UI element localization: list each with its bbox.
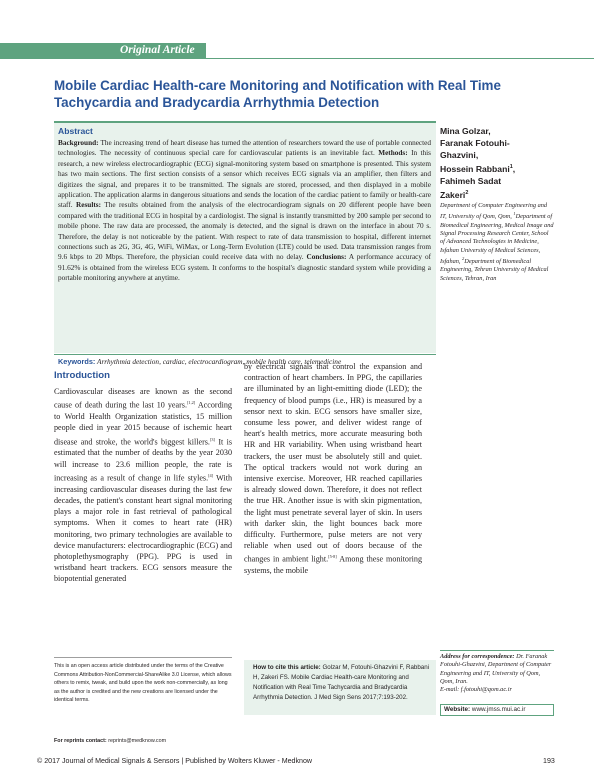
author-4: Fahimeh Sadat — [440, 175, 502, 186]
website-box — [440, 704, 554, 716]
keywords-label: Keywords: — [58, 357, 96, 366]
author-list — [440, 125, 552, 201]
page-number: 193 — [543, 757, 555, 765]
correspondence-email[interactable]: E-mail: f.fotouhi@qom.ac.ir — [440, 686, 512, 694]
author-3: Hossein Rabbani$^1$, — [440, 163, 516, 174]
reference-link[interactable]: [3] — [209, 436, 215, 442]
author-2: Faranak Fotouhi- — [440, 138, 510, 148]
license-text: This is an open access article distributed under the terms of the Creative Commons Attribution-NonCommercial-ShareAlike 3.0 License, which allows others to remix, tweak, and build upon the work non-commercially, as long as the author is credited and the new creations are licensed under the identical terms. — [54, 663, 232, 704]
intro-column-2: by electrical signals that control the expansion and contraction of heart chambers. In PPG, the capillaries are illuminated by an light-emitting diode (LED); the frequency of blood pumps (i.e., HR) is measured by a sensor next to skin. ECG sensors have smaller size, consume less power, and deliver widest range of heart's health metrics, more accurate measuring both HR and HR variability. When using wristband heart trackers, the user must be absolutely still and quiet. The optical trackers would not work during an intensive exercise. Moreover, HR reached capillaries is already slowed down. Therefore, it does not reflect the true HR. Another issue is with skin pigmentation, the light must penetrate several layer of skin. In users with darker skin, the light bounces back more difficulty. Furthermore, pulse meters are not very reliable when used out of doors because of the changes in ambient light.[5-8] Among these monitoring systems, the mobile — [244, 362, 422, 576]
citation-text: How to cite this article: Golzar M, Fotouhi-Ghazvini F, Rabbani H, Zakeri FS. Mobile Cardiac Health-care Monitoring and Notification with Real Time Tachycardia and Bradycardia Arrhythmia Detection. J Med Sign Sens 2017;7:193-202. — [253, 664, 430, 701]
reprints-contact — [54, 738, 166, 744]
website-link[interactable]: www.jmss.mui.ac.ir — [470, 706, 526, 713]
section-label: Original Article — [120, 44, 195, 56]
keywords-text: Arrhythmia detection, cardiac, electrocardiogram, mobile health care, telemedicine — [95, 357, 342, 366]
correspondence-box — [440, 650, 554, 694]
author-1: Mina Golzar, — [440, 126, 491, 136]
author-4-cont: Zakeri$^2$ — [440, 189, 469, 200]
affiliations: Department of Computer Engineering and IT, University of Qom, Qom, $^1$Department of Biomedical Engineering, Medical Image and Signal Processing Research Center, School of Advanced Technologies in Medicine, Isfahan University of Medical Sciences, Isfahan, $^2$Department of Biomedical Engineering, Tehran University of Medical Sciences, Tehran, Iran — [440, 202, 554, 282]
reprints-email[interactable]: reprints@medknow.com — [106, 738, 167, 744]
author-2-cont: Ghazvini, — [440, 150, 479, 160]
reference-link[interactable]: [1,2] — [186, 400, 196, 406]
background-text: The increasing trend of heart disease has turned the attention of researchers toward the use of portable connected technologies. The necessity of continuous special care for cardiovascular patients is an inevitable fact. — [58, 139, 431, 158]
reference-link[interactable]: [4] — [208, 472, 214, 478]
conclusions-label: Conclusions: — [306, 253, 347, 262]
abstract-heading: Abstract — [58, 126, 93, 136]
reprints-label: For reprints contact: — [54, 738, 107, 744]
methods-text: In this research, a new wireless electrocardiographic (ECG) signal-monitoring system based on smartphone is presented. This system has two main sections. The first section consists of a sensor which receives ECG signals via an amplifier, then filters and digitizes the signal, and prepares it to be transmitted. The signals are stored, processed, and then displayed in a mobile application. The application alarms in dangerous situations and sends the location of the cardiac patient to family or health-care staff. — [58, 149, 431, 210]
results-label: Results: — [76, 201, 101, 210]
background-label: Background: — [58, 139, 99, 147]
abstract-text — [58, 138, 431, 284]
section-rule — [206, 58, 594, 59]
website-label: Website: — [444, 706, 471, 713]
intro-column-1: Cardiovascular diseases are known as the second cause of death during the last 10 years.[1,2] According to World Health Organization statistics, 15 million people died in year 2015 because of ischemic heart disease and stroke, the world's biggest killers.[3] It is estimated that the number of deaths by the year 2030 will increase to 23.6 million people, the rate is increasing as a result of change in life styles.[4] With increasing cardiovascular diseases during the last few decades, the patient's constant heart signal monitoring plays a major role in fast retrieval of pathological symptoms. When it comes to heart rate (HR) monitoring, two primary technologies are available to device manufacturers: electrocardiographic (ECG) and photoplethysmography (PPG). PPG is used in wristband heart trackers. ECG sensors measure the biopotential generated — [54, 387, 233, 584]
methods-label: Methods: — [378, 149, 408, 158]
keywords-rule — [54, 354, 436, 355]
citation-label: How to cite this article: — [253, 664, 321, 671]
license-rule — [54, 657, 232, 658]
correspondence-label: Address for correspondence: — [440, 653, 515, 660]
reference-link[interactable]: [5-8] — [328, 554, 337, 560]
footer-journal: © 2017 Journal of Medical Signals & Sensors | Published by Wolters Kluwer - Medknow — [37, 757, 313, 765]
results-text: The results obtained from the analysis of the electrocardiogram signals on 20 different people have been compared with the traditional ECG in hospital by a cardiologist. The signal is instantly transmitted by 200 sample per second to mobile phone. The raw data are processed, the anomaly is detected, and the signal is drawn on the interface in about 70 s. Therefore, the delay is not noticeable by the patient. With respect to rate of data transmission to hospital, different internet connections such as 2G, 3G, 4G, WiFi, WiMax, or Long-Term Evolution (LTE) could be used. Data transmission ranges from 9.6 kbps to 20 Mbps. Therefore, the physician could receive data with no delay. — [58, 201, 431, 262]
conclusions-text: A performance accuracy of 91.62% is obtained from the wireless ECG system. It conforms to the hospital's diagnostic standard system while providing a portable monitoring anywhere at anytime. — [58, 253, 432, 283]
correspondence-text: Dr. Faranak Fotouhi-Ghazvini, Department of Computer Engineering and IT, University of Qom, Qom, Iran. — [440, 653, 552, 685]
introduction-heading: Introduction — [54, 370, 110, 381]
article-title: Mobile Cardiac Health-care Monitoring and Notification with Real Time Tachycardia and Bradycardia Arrhythmia Detection — [54, 78, 501, 110]
